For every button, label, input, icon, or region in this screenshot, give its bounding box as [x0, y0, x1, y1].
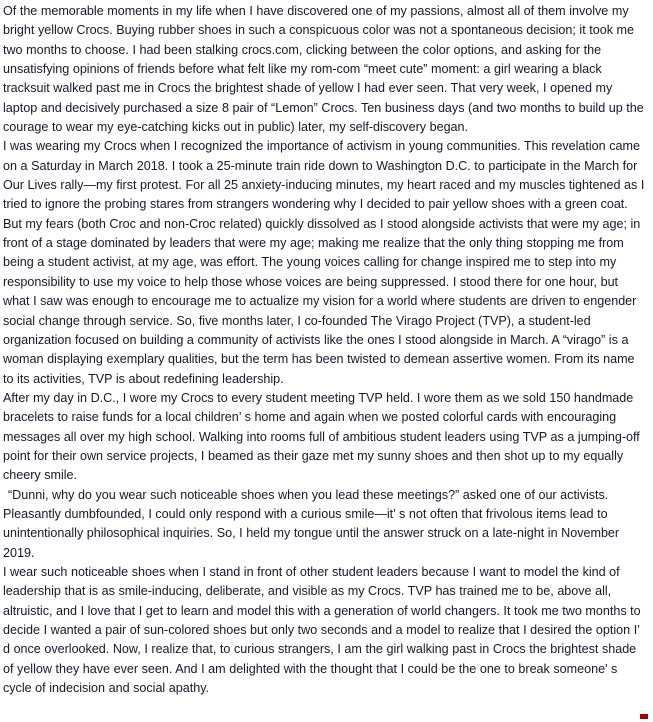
paragraph: I wear such noticeable shoes when I stand in front of other student leaders because I want to model the kind of leadership that is as smile-inducing, deliberate, and visible as my Crocs. TVP has trained me to be, above all, altruistic, and I love that I get to learn and model this with a generation of world changers. It took me two months to decide I wanted a pair of sun-colored shoes but only two seconds and a model to realize that I desired the option I’ d once overlooked. Now, I realize that, to curious strangers, I am the girl walking past in Crocs the brightest shade of yellow they have ever seen. And I am delighted with the thought that I could be the one to break someone’ s cycle of indecision and social apathy.	[3, 564, 641, 696]
paragraph: But my fears (both Croc and non-Croc related) quickly dissolved as I stood alongside activists that were my age; in front of a stage dominated by leaders that were my age; making me realize that the only thing stopping me from being a student activist, at my age, was effort. The young voices calling for change inspired me to step into my responsibility to use my voice to help those whose voices are being suppressed. I stood there for one hour, but what I saw was enough to encourage me to actualize my vision for a world where students are driven to engender social change through service. So, five months later, I co-founded The Virago Project (TVP), a student-led organization focused on building a community of activists like the ones I stood alongside in March. A “virago” is a woman displaying exemplary qualities, but the term has been twisted to demean assertive women. From its name to its activities, TVP is about redefining leadership.	[3, 216, 641, 386]
paragraph: After my day in D.C., I wore my Crocs to every student meeting TVP held. I wore them as we sold 150 handmade bracelets to raise funds for a local children’ s home and again when we posted colorful cards with encouraging messages all over my high school. Walking into rooms full of ambitious student leaders using TVP as a jumping-off point for their own service projects, I beamed as their gaze met my sunny shoes and then shot up to my equally cheery smile.	[3, 390, 640, 483]
paragraph: I was wearing my Crocs when I recognized the importance of activism in young communities. This revelation came on a Saturday in March 2018. I took a 25-minute train ride down to Washington D.C. to participate in the March for Our Lives rally—my first protest. For all 25 anxiety-inducing minutes, my heart raced and my muscles tightened as I tried to ignore the probing stares from strangers wondering why I decided to pair yellow shoes with a green coat.	[3, 139, 645, 212]
paragraph: “Dunni, why do you wear such noticeable shoes when you lead these meetings?” asked one of our activists. Pleasantly dumbfounded, I could only respond with a curious smile—it’ s not often that frivolous items lead to unintentionally philosophical inquiries. So, I held my tongue until the answer struck on a late-night in November 2019.	[3, 487, 620, 560]
red-marker-icon	[640, 714, 648, 719]
paragraph: Of the memorable moments in my life when I have discovered one of my passions, almost all of them involve my bright yellow Crocs. Buying rubber shoes in such a conspicuous color was not a spontaneous decision; it took me two months to choose. I had been stalking crocs.com, clicking between the color options, and asking for the unsatisfying opinions of friends before what felt like my rom-com “meet cute” moment: a girl wearing a black tracksuit walked past me in Crocs the brightest shade of yellow I had ever seen. That very week, I opened my laptop and decisively purchased a size 8 pair of “Lemon” Crocs. Ten business days (and two months to build up the courage to wear my eye-catching kicks out in public) later, my self-discovery began.	[3, 4, 644, 135]
